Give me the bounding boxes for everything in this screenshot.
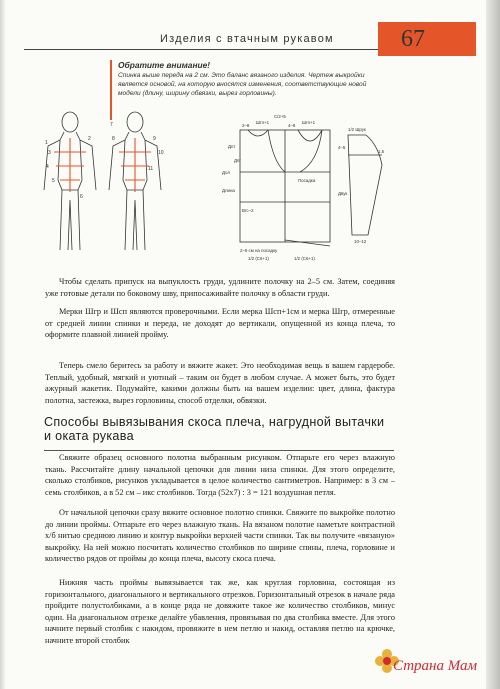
fig-num-4: 4	[46, 164, 49, 170]
pattern-label-shgp-1: Шгп+1	[256, 120, 270, 125]
pattern-label-c2: C/2+5	[274, 114, 286, 119]
pattern-label-back-width: 1/2 (C6+1)	[248, 256, 269, 261]
fig-num-11: 11	[148, 166, 154, 172]
page-edge-shadow	[0, 0, 6, 689]
fig-num-2: 2	[88, 136, 91, 142]
fig-num-8: 8	[112, 136, 115, 142]
body-measurement-figures	[40, 110, 170, 260]
fig-num-10: 10	[158, 150, 164, 156]
pattern-label-2-8: 2–8	[242, 123, 250, 128]
pattern-label-length: Длина	[222, 188, 235, 193]
body-paragraph-1: Чтобы сделать припуск на выпуклость груди, удлините полочку на 2–5 см. Затем, соединяя уже готовые детали по боковому шву, припосаживайте полочку в области груди.	[45, 277, 395, 298]
fig-num-6: 6	[80, 194, 83, 200]
pattern-label-dpg: Дпг	[234, 158, 241, 163]
watermark-text: Страна Мам	[393, 658, 478, 674]
pattern-label-front-width: 1/2 (C6+1)	[294, 256, 315, 261]
pattern-label-shgp-2: Шгп+1	[302, 120, 316, 125]
sleeve-label-half-width: 1/2 Шрук	[348, 127, 366, 132]
section-heading-rule	[44, 450, 394, 451]
running-header-title: Изделия с втачным рукавом	[160, 33, 334, 45]
fig-num-9: 9	[153, 136, 156, 142]
bodice-pattern-draft	[218, 112, 338, 262]
body-paragraph-2: Мерки Шгр и Шсп являются проверочными. Если мерка Шсп+1см и мерка Шгр, отмеренные от средней линии спинки и переда, не доходят до вертикали, опущенной из конца плеча, то оформите плавной линией пройму.	[45, 307, 395, 339]
pattern-label-4-8: 4–8	[288, 123, 296, 128]
body-paragraph-5: От начальной цепочки сразу вяжите основное полотно спинки. Свяжите по выкройке полотно до линии проймы. Отпарьте его через влажную ткань. На вязаном полотне наметьте контрастной х/б нитью среднюю линию и контур выкройки верхней части спинки. Так вы получите «вязаную» выкройку. На ней можно посчитать количество столбиков по ширине спины, плеча, горловине и количество рядов от проймы до конца плеча, высоту скоса плеча.	[45, 508, 395, 563]
pattern-label-posadka: Посадка	[298, 178, 316, 183]
body-paragraph-4: Свяжите образец основного полотна выбранным рисунком. Отпарьте его через влажную ткань. Рассчитайте длину начальной цепочки для линии низа спинки. Для этого определите, сколько столбиков, рисунков укладывается в целое количество сантиметров. Например: в 3 см – семь столбиков, а в 52 см – икс столбиков. Тогда (52х7) : 3 = 121 воздушная петля.	[45, 453, 395, 497]
pattern-label-vgs: Вгс–2	[242, 208, 254, 213]
fig-num-7: 7	[110, 122, 113, 128]
sleeve-label-4-5: 4–5	[338, 145, 346, 150]
sleeve-label-length: Двук	[338, 191, 348, 196]
body-paragraph-6: Нижняя часть проймы вывязывается так же, как круглая горловина, состоящая из горизонтального, диагонального и вертикального отрезков. Горизонтальный отрезок в начале ряда пройдите полустолбиками, а в конце ряда не довяжите такое же количество столбиков, минус один. На диагональном отрезке делайте убавления, провязывая по два столбика вместе. Для этого начните первый столбик с накидом, провяжите в нем петлю и накид, оставляя петлю на крючке, начните второй столбик	[45, 578, 395, 645]
sleeve-pattern-draft	[338, 125, 388, 245]
header-rule	[24, 49, 384, 50]
sleeve-label-cuff: 10–12	[354, 239, 367, 244]
book-spine	[486, 0, 500, 689]
fig-num-1: 1	[45, 140, 48, 146]
fig-num-3: 3	[48, 150, 51, 156]
sleeve-label-1-5: 1,5	[378, 149, 385, 154]
pattern-label-dol: Дол	[222, 170, 230, 175]
page-number: 67	[401, 26, 425, 52]
body-paragraph-3: Теперь смело беритесь за работу и вяжите жакет. Это необходимая вещь в вашем гардеробе. Теплый, удобный, мягкий и уютный – таким он будет в любом случае. А может быть, это будет ажурный жакетик. Подумайте, какими должны быть на вашем изделии: цвет, длина, фактура полотна, застежка, вырез горловины, способ отделки, обвязки.	[45, 361, 395, 405]
pattern-label-posadka-note: 2–5 см на посадку	[240, 248, 278, 253]
fig-num-5: 5	[52, 178, 55, 184]
note-text: Спинка выше переда на 2 см. Это баланс вязаного изделия. Чертеж выкройки является основой, на которую вносятся изменения, соответствующие новой модели (длину, ширину обвязки, вырез горловины).	[118, 72, 367, 97]
note-title: Обратите внимание!	[118, 60, 211, 70]
pattern-label-dpt: Дпт	[228, 144, 236, 149]
section-heading: Способы вывязывания скоса плеча, нагрудной вытачки и оката рукава	[44, 415, 385, 443]
